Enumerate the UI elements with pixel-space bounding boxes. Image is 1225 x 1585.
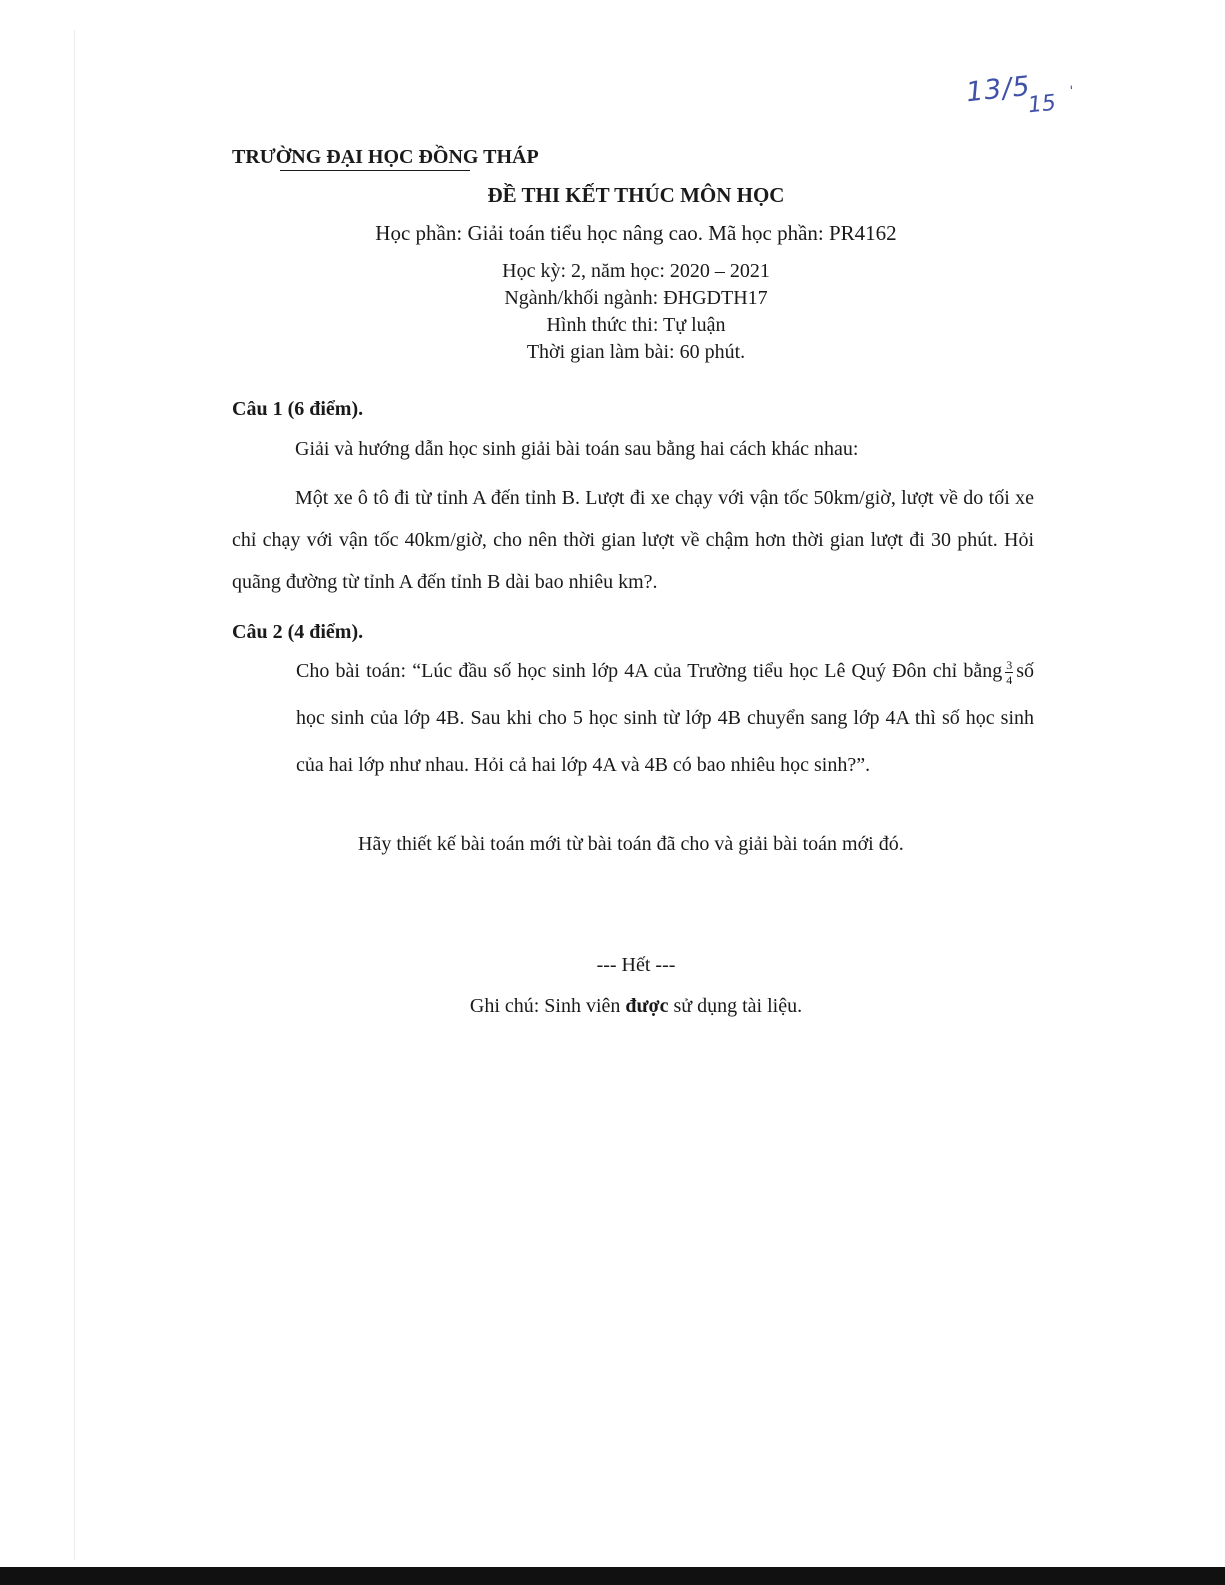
note-line [0,994,1225,1018]
note-after: sử dụng tài liệu. [673,995,803,1017]
question1-heading: Câu 1 (6 điểm). [232,398,364,420]
exam-title: ĐỀ THI KẾT THÚC MÔN HỌC [487,183,785,207]
question2-heading: Câu 2 (4 điểm). [232,621,364,643]
handwritten-subscore: 15 [1026,90,1058,119]
scan-bottom-edge [0,1567,1225,1585]
fraction-denominator: 4 [1006,672,1013,687]
question2-problem-before: Cho bài toán: “Lúc đầu số học sinh lớp 4A của Trường tiểu học Lê Quý Đôn chỉ bằng [296,660,1003,682]
info-semester: Học kỳ: 2, năm học: 2020 – 2021 [502,260,770,282]
handwritten-score: 13/5 [964,70,1033,109]
course-line: Học phần: Giải toán tiểu học nâng cao. Mã học phần: PR4162 [375,221,897,245]
fraction-three-quarters [1005,659,1013,686]
question1-problem: Một xe ô tô đi từ tỉnh A đến tỉnh B. Lượt đi xe chạy với vận tốc 50km/giờ, lượt về do tối xe chỉ chạy với vận tốc 40km/giờ, cho nên thời gian lượt về chậm hơn thời gian lượt đi 30 phút. Hỏi quãng đường từ tỉnh A đến tỉnh B dài bao nhiêu km?. [232,487,1034,593]
question2-problem [296,648,1034,789]
handwritten-mark: ' [1069,83,1075,100]
question1-intro: Giải và hướng dẫn học sinh giải bài toán sau bằng hai cách khác nhau: [295,438,859,460]
school-underline [280,170,470,171]
end-mark: --- Hết --- [596,954,676,976]
question2-problem-after: số học sinh của lớp 4B. Sau khi cho 5 học sinh từ lớp 4B chuyển sang lớp 4A thì số học sinh của hai lớp như nhau. Hỏi cả hai lớp 4A và 4B có bao nhiêu học sinh?”. [296,660,1034,776]
question2-task: Hãy thiết kế bài toán mới từ bài toán đã cho và giải bài toán mới đó. [358,833,904,855]
note-before: Ghi chú: Sinh viên [469,995,621,1017]
info-duration: Thời gian làm bài: 60 phút. [526,341,746,363]
fraction-numerator: 3 [1006,657,1013,672]
note-bold: được [625,995,669,1017]
info-exam-form: Hình thức thi: Tự luận [546,314,726,336]
school-name: TRƯỜNG ĐẠI HỌC ĐỒNG THÁP [232,146,539,168]
info-major: Ngành/khối ngành: ĐHGDTH17 [504,287,768,309]
